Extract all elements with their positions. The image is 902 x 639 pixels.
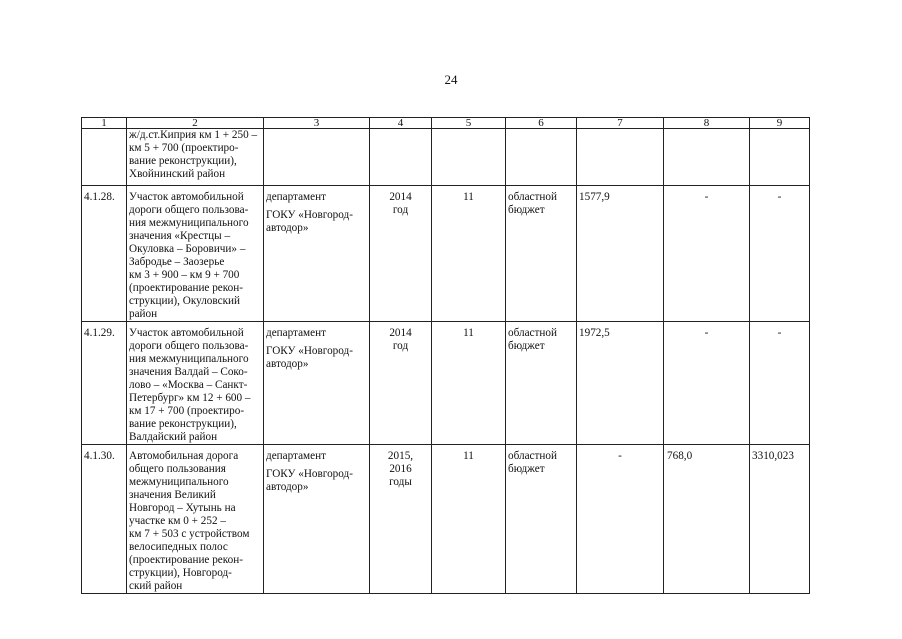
cell-col7: 1577,9 <box>577 186 664 322</box>
cell-name: ж/д.ст.Киприя км 1 + 250 – км 5 + 700 (проектиро- вание реконструкции), Хвойнинский район <box>127 129 264 186</box>
cell-executor: департамент ГОКУ «Новгород- автодор» <box>264 322 370 445</box>
cell-col9: - <box>750 322 810 445</box>
cell-year: 2014 год <box>370 322 432 445</box>
cell-col7: - <box>577 445 664 594</box>
column-header-7: 7 <box>577 118 664 129</box>
cell-year <box>370 129 432 186</box>
column-header-1: 1 <box>82 118 127 129</box>
cell-col9: 3310,023 <box>750 445 810 594</box>
cell-source <box>506 129 577 186</box>
cell-source: областной бюджет <box>506 322 577 445</box>
table-header-row <box>82 118 810 129</box>
column-header-6: 6 <box>506 118 577 129</box>
table-row <box>82 129 810 186</box>
cell-name: Автомобильная дорога общего пользования межмуниципального значения Великий Новгород – Хутынь на участке км 0 + 252 – км 7 + 503 с устройством велосипедных полос (проектирование рекон- струкции), Новгород- ский район <box>127 445 264 594</box>
cell-col9 <box>750 129 810 186</box>
cell-number: 4.1.30. <box>82 445 127 594</box>
cell-col5: 11 <box>432 186 506 322</box>
table-row <box>82 322 810 445</box>
cell-col8: 768,0 <box>664 445 750 594</box>
cell-executor: департамент ГОКУ «Новгород- автодор» <box>264 186 370 322</box>
cell-col8: - <box>664 322 750 445</box>
cell-col5: 11 <box>432 445 506 594</box>
cell-executor <box>264 129 370 186</box>
cell-col8: - <box>664 186 750 322</box>
cell-executor: департамент ГОКУ «Новгород- автодор» <box>264 445 370 594</box>
cell-number: 4.1.29. <box>82 322 127 445</box>
program-table <box>81 117 810 594</box>
table-row <box>82 445 810 594</box>
cell-col9: - <box>750 186 810 322</box>
column-header-2: 2 <box>127 118 264 129</box>
cell-name: Участок автомобильной дороги общего пользова- ния межмуниципального значения Валдай – Соко- лово – «Москва – Санкт- Петербург» км 12 + 600 – км 17 + 700 (проектиро- вание реконструкции), Валдайский район <box>127 322 264 445</box>
cell-col5: 11 <box>432 322 506 445</box>
cell-col7 <box>577 129 664 186</box>
column-header-3: 3 <box>264 118 370 129</box>
cell-number: 4.1.28. <box>82 186 127 322</box>
cell-number <box>82 129 127 186</box>
page-number: 24 <box>444 72 458 87</box>
cell-source: областной бюджет <box>506 445 577 594</box>
cell-year: 2015, 2016 годы <box>370 445 432 594</box>
cell-col5 <box>432 129 506 186</box>
table-row <box>82 186 810 322</box>
column-header-8: 8 <box>664 118 750 129</box>
column-header-4: 4 <box>370 118 432 129</box>
column-header-9: 9 <box>750 118 810 129</box>
column-header-5: 5 <box>432 118 506 129</box>
cell-year: 2014 год <box>370 186 432 322</box>
cell-source: областной бюджет <box>506 186 577 322</box>
cell-col8 <box>664 129 750 186</box>
cell-name: Участок автомобильной дороги общего пользова- ния межмуниципального значения «Крестцы – Окуловка – Боровичи» – Забродье – Заозерье км 3 + 900 – км 9 + 700 (проектирование рекон- струкции), Окуловский район <box>127 186 264 322</box>
cell-col7: 1972,5 <box>577 322 664 445</box>
